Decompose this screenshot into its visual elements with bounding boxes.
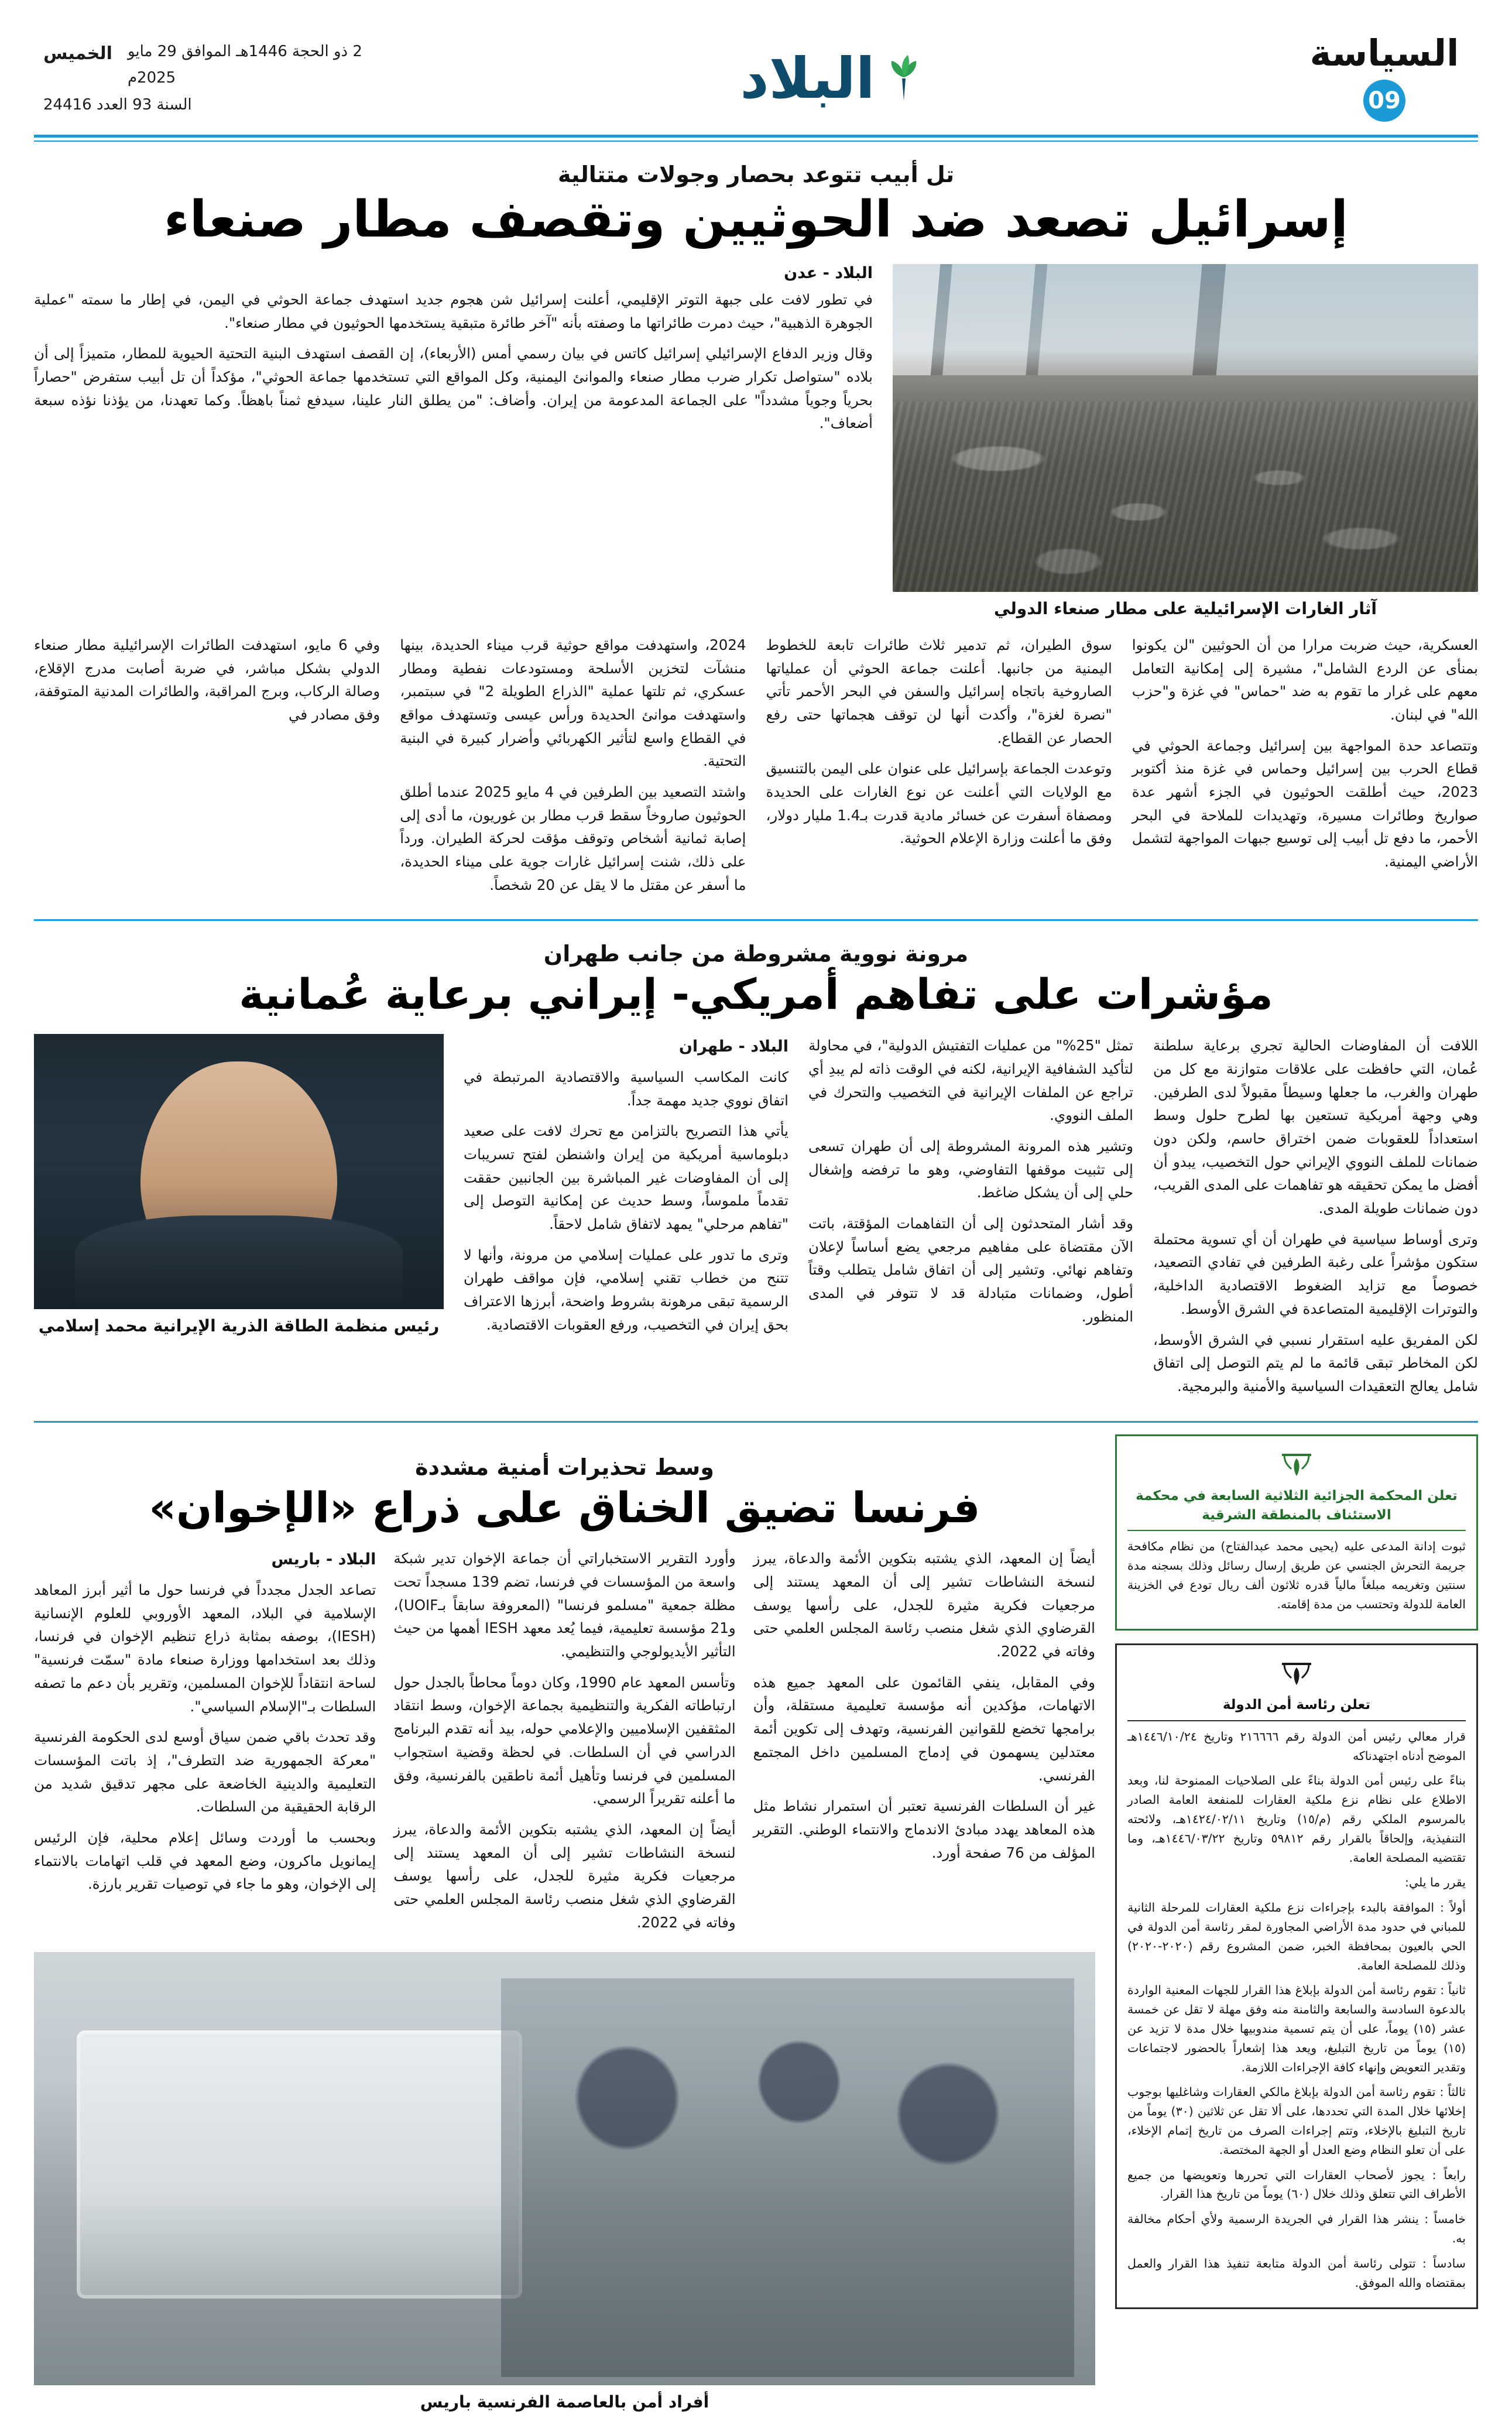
story2-paragraph: وقد أشار المتحدثون إلى أن التفاهمات المؤقتة، باتت الآن مقتضاة على مفاهيم مرجعي يضع أساساً لإعلان وتفاهم نهائي. وتشير إلى أن اتفاق شامل يتطلب وقتاً أطول، وضمانات متبادلة قد لا تتوفر في المدى المنظور. [808,1215,1133,1325]
story3-paragraph: غير أن السلطات الفرنسية تعتبر أن استمرار نشاط مثل هذه المعاهد يهدد مبادئ الاندماج والانتماء الوطني. التقرير المؤلف من 76 صفحة أورد. [753,1797,1095,1861]
court-notice-ad [1115,1434,1478,1631]
state-security-body: قرار معالي رئيس أمن الدولة رقم ٢١٦٦٦٦ وتاريخ ١٤٤٦/١٠/٢٤هـ الموضح أدناه اجتهدناكه [1127,1729,1466,1763]
story1-column [34,633,380,905]
state-security-body: ثانياً : تقوم رئاسة أمن الدولة بإبلاغ هذا القرار للجهات المعنية الواردة بالدعوة السادسة والسابعة والثامنة منه وفق مهلة لا تقل عن خمسة عشر (١٥) يوماً، على أن يتم تسمية مندوبيها خلال مدة لا تزيد عن (١٥) يوماً من تاريخ التبليغ، ويعد هذا إشعاراً بالحضور لاجتماعات وتقدير التعويض وإنهاء كافة الإجراءات اللازمة. [1127,1983,1466,2074]
story1-paragraph: واشتد التصعيد بين الطرفين في 4 مايو 2025 عندما أطلق الحوثيون صاروخاً سقط قرب مطار بن غوريون، ما أدى إلى إصابة ثمانية أشخاص وتوقف مؤقت لحركة الطيران. ورداً على ذلك، شنت إسرائيل غارات جوية على ميناء الحديدة، ما أسفر عن مقتل ما لا يقل عن 20 شخصاً. [400,783,746,893]
story2-paragraph: كانت المكاسب السياسية والاقتصادية المرتبطة في اتفاق نووي جديد مهمة جداً. [464,1068,788,1109]
story-france-brotherhood [34,1434,1095,2412]
story2-column [808,1034,1133,1335]
state-security-body: سادساً : تتولى رئاسة أمن الدولة متابعة تنفيذ هذا القرار والعمل بمقتضاه والله الموفق. [1127,2256,1466,2290]
court-notice-body: ثبوت إدانة المدعى عليه (يحيى محمد عبدالفتاح) من نظام مكافحة جريمة التحرش الجنسي عن طريق إرسال رسائل وذلك بسجنه مدة سنتين وتغريمه مبلغاً مالياً قدره ثلاثون ألف ريال تودع في الخزينة العامة للدولة وتحتسب من مدة إقامته. [1127,1539,1466,1611]
sanaa-airport-damage-photo [893,264,1478,592]
story1-lower-columns [34,633,1478,905]
section-identifier [1297,32,1472,122]
issue-date: 2 ذو الحجة 1446هـ الموافق 29 مايو 2025م [127,42,362,87]
masthead-rule-thin [34,141,1478,142]
story3-byline: البلاد - باريس [271,1550,376,1569]
story3-paragraph: أيضاً إن المعهد، الذي يشتبه بتكوين الأئمة والدعاة، يبرز لنسخة النشاطات تشير إلى أن المعهد يستند إلى مرجعيات فكرية مثيرة للجدل، على رأسها يوسف القرضاوي الذي شغل منصب رئاسة المجلس العلمي حتى وفاته في 2022. [753,1550,1095,1660]
story-separator-2 [34,1421,1478,1423]
story2-paragraph: وترى أوساط سياسية في طهران أن أي تسوية محتملة ستكون مؤشراً على رغبة الطرفين في تفادي التصعيد، خصوصاً مع تزايد الضغوط الاقتصادية الداخلية، والتوترات الإقليمية المتصاعدة في الشرق الأوسط. [1153,1230,1478,1317]
story1-headline: إسرائيل تصعد ضد الحوثيين وتقصف مطار صنعاء [163,190,1349,249]
story2-paragraph: تمثل "25%" من عمليات التفتيش الدولية"، في محاولة لتأكيد الشفافية الإيرانية، لكنه في الوقت ذاته لم يبدِ أي تراجع عن الملفات الإيرانية في التخصيب والتحرك في الملف النووي. [808,1037,1133,1124]
state-security-body: أولاً : الموافقة بالبدء بإجراءات نزع ملكية العقارات للمرحلة الثانية للمباني في حدود مدة الأراضي المجاورة لمقر رئاسة أمن الدولة في الحي بالعيون بمحافظة الخبر، ضمن المشروع رقم (٢٠٢٠-٢٠٢٠) وذلك للمصلحة العامة. [1127,1900,1466,1972]
story3-kicker: وسط تحذيرات أمنية مشددة [415,1454,714,1480]
story1-photo-block [893,264,1478,618]
story1-paragraph: في تطور لافت على جبهة التوتر الإقليمي، أعلنت إسرائيل شن هجوم جديد استهدف جماعة الحوثي في اليمن، في إطار ما سمته "عملية الجوهرة الذهبية"، حيث دمرت طائراتها ما وصفته بأنه "آخر طائرة متبقية يستخدمها الحوثيون في مطار صنعاء". [34,290,873,331]
saudi-emblem-icon [1276,1655,1317,1692]
story-israel-yemen [34,162,1478,904]
story2-kicker: مرونة نووية مشروطة من جانب طهران [543,941,969,967]
state-security-body: رابعاً : يجوز لأصحاب العقارات التي تحررها وتعويضها من جميع الأطراف التي تتعلق وذلك خلال (٦٠) يوماً من تاريخ هذا القرار. [1127,2167,1466,2201]
story2-paragraph: لكن المفريق عليه استقرار نسبي في الشرق الأوسط، لكن المخاطر تبقى قائمة ما لم يتم التوصل إلى اتفاق شامل يعالج التعقيدات السياسية والأمنية والبرمجية. [1153,1331,1478,1395]
story1-paragraph: وقال وزير الدفاع الإسرائيلي إسرائيل كاتس في بيان رسمي أمس (الأربعاء)، إن القصف استهدف البنية التحتية الحيوية للمطار، متميزاً إلى أن بلاده "ستواصل تكرار ضرب مطار صنعاء والموانئ اليمنية، وكل المواقع التي تستخدمها جماعة الحوثي"، مؤكداً أن تل أبيب ستفرض "حصاراً بحرياً وجوياً مشدداً" على الجماعة المدعومة من إيران. وأضاف: "من يطلق النار علينا، سيدفع ثمناً باهظاً. وكما تعهدنا، من يؤذنا نؤذه سبعة أضعاف". [34,345,873,432]
iran-atomic-energy-chief-portrait [34,1034,444,1309]
paris-police-officers-photo [34,1952,1095,2385]
court-notice-title: تعلن المحكمة الجزائية الثلاثية السابعة في محكمة الاستئناف بالمنطقة الشرقية [1127,1487,1466,1532]
state-security-title: تعلن رئاسة أمن الدولة [1127,1696,1466,1721]
story1-paragraph: وتتصاعد حدة المواجهة بين إسرائيل وجماعة الحوثي في قطاع الحرب بين إسرائيل وحماس في غزة منذ أكتوبر 2023، حيث أطلقت الحوثيون في الجزء أشهر عدة صواريخ وطائرات مسيرة، وتهديدات للملاحة في البحر الأحمر، ما دفع تل أبيب إلى توسيع جبهات المواجهة لتشمل الأراضي اليمنية. [1132,737,1478,871]
story-separator [34,919,1478,921]
story3-paragraph: وبحسب ما أوردت وسائل إعلام محلية، فإن الرئيس إيمانويل ماكرون، وضع المعهد في قلب اتهامات بالانتماء إلى الإخوان، وهو ما جاء في توصيات تقرير بارزة. [34,1828,376,1893]
story1-paragraph: سوق الطيران، ثم تدمير ثلاث طائرات تابعة للخطوط اليمنية من جانبها. أعلنت جماعة الحوثي أن عملياتها الصاروخية باتجاه إسرائيل والسفن في البحر الأحمر تأتي "نصرة لغزة"، وأكدت أنها لن توقف هجماتها حتى رفع الحصار عن القطاع. [766,636,1112,746]
issue-number: السنة 93 العدد 24416 [43,95,192,114]
bottom-section [34,1434,1478,2412]
story2-paragraph: وتشير هذه المرونة المشروطة إلى أن طهران تسعى إلى تثبيت موقفها التفاوضي، وهو ما ترفضه وإشغال حلي إلى أن يشكل ضاغط. [808,1138,1133,1201]
story2-paragraph: وترى ما تدور على عمليات إسلامي من مرونة، وأنها لا تتنح من خطاب تقني إسلامي، فإن مواقف طهران الرسمية تبقى مرهونة بشروط واضحة، أبرزها الاعتراف بحق إيران في التخصيب، ورفع العقوبات الاقتصادية. [464,1246,788,1333]
state-security-body: ثالثاً : تقوم رئاسة أمن الدولة بإبلاغ مالكي العقارات وشاغليها بوجوب إخلائها خلال المدة التي تحددها، على ألا تقل عن ثلاثين (٣٠) يوماً من تاريخ التبليغ بالإخلاء، وتتم إجراءات الصرف من تاريخ إتمام الإخلاء، على أن تعلو النظام وضع العدل أو الجهة المختصة. [1127,2085,1466,2157]
masthead [34,0,1478,132]
story3-caption: أفراد أمن بالعاصمة الفرنسية باريس [420,2392,709,2412]
story2-byline: البلاد - طهران [678,1037,788,1056]
story1-caption: آثار الغارات الإسرائيلية على مطار صنعاء الدولي [993,598,1377,618]
page-number-badge: 09 [1363,80,1405,122]
story1-paragraph: العسكرية، حيث ضربت مرارا من أن الحوثيين "لن يكونوا بمنأى عن الردع الشامل"، مشيرة إلى إمكانية التعامل معهم على غرار ما تقوم به ضد "حماس" في غزة و"حزب الله" في لبنان. [1132,636,1478,723]
story3-paragraph: وقد تحدث باقي ضمن سياق أوسع لدى الحكومة الفرنسية "معركة الجمهورية ضد التطرف"، إذ باتت المؤسسات التعليمية والدينية الخاضعة على مجهر تدقيق شديد من الرقابة الحقيقية من السلطات. [34,1728,376,1816]
story1-paragraph: 2024، واستهدفت مواقع حوثية قرب ميناء الحديدة، بينها منشآت لتخزين الأسلحة ومستودعات نفطية ومطار عسكري، ثم تلتها عملية "الذراع الطويلة 2" في سبتمبر، واستهدفت موانئ الحديدة ورأس عيسى وتستهدف مواقع في القطاع واسع لتأثير الكهربائي وأضرار كبيرة في البنية التحتية. [400,636,746,770]
masthead-rule [34,135,1478,138]
state-security-body: خامساً : ينشر هذا القرار في الجريدة الرسمية ولأي أحكام مخالفة به. [1127,2212,1466,2245]
palm-tree-icon [883,55,924,102]
story1-paragraph: وفي 6 مايو، استهدفت الطائرات الإسرائيلية مطار صنعاء الدولي بشكل مباشر، في ضربة أصابت مدرج الإقلاع، وصالة الركاب، وبرج المراقبة، والطائرات المدنية المتوقفة، وفق مصادر في [34,636,380,723]
story3-column [393,1547,735,1941]
story3-paragraph: وفي المقابل، ينفي القائمون على المعهد جميع هذه الاتهامات، مؤكدين أنه مؤسسة تعليمية مستقلة، وأن برامجها تخضع للقوانين الفرنسية، وتهدف إلى تكوين أئمة معتدلين يسهمون في إدماج المسلمين داخل المجتمع الفرنسي. [753,1673,1095,1784]
story1-kicker: تل أبيب تتوعد بحصار وجولات متتالية [557,162,955,187]
story2-photo-block [34,1034,444,1335]
legal-notices-column [1115,1434,1478,2323]
story3-paragraph: وأورد التقرير الاستخباراتي أن جماعة الإخوان تدير شبكة واسعة من المؤسسات في فرنسا، تضم 139 مسجداً تحت مظلة جمعية "مسلمو فرنسا" (المعروفة سابقاً بـUOIF)، و21 مؤسسة تعليمية، فيما يُعد معهد IESH أهمها من حيث التأثير الأيديولوجي والتنظيمي. [393,1550,736,1660]
story3-paragraph: تصاعد الجدل مجدداً في فرنسا حول ما أثير أبرز المعاهد الإسلامية في البلاد، المعهد الأوروبي للعلوم الإنسانية (IESH)، بوصفه بمثابة ذراع تنظيم الإخوان في فرنسا، وذلك بعد استخدامها ووزارة صنعاء مادة "سمّت فرنسية" لساحة انتقاداً للإخوان المسلمين، وتقرير بأن دعم ما تصفه السلطات بـ"الإسلام السياسي". [34,1581,376,1715]
state-security-body: بناءً على رئيس أمن الدولة بناءً على الصلاحيات الممنوحة لنا، وبعد الاطلاع على نظام نزع ملكية العقارات للمنفعة العامة الصادر بالمرسوم الملكي رقم (م/١٥) وتاريخ ١٤٢٤/٠٢/١١هـ، ولائحته التنفيذية، وإلحاقاً بالقرار رقم ٥٩٨١٢ وتاريخ ١٤٤٦/٠٣/٢٢هـ، وما تقتضيه المصلحة العامة. [1127,1773,1466,1865]
story1-column [400,633,746,905]
story2-paragraph: اللافت أن المفاوضات الحالية تجري برعاية سلطنة عُمان، التي حافظت على علاقات متوازنة مع كل من طهران والغرب، ما جعلها وسيطاً مقبولاً لدى الطرفين. وهي وجهة أمريكية تستعين بها لطرح حلول وسط استعداداً للعقوبات ضمن اختراق حاسم، ولكن دون ضمانات للملف النووي الإيراني حول التخصيب، يبدو أن أفضل ما يمكن تحقيقه هو تفاهمات على المدى القريب، دون ضمانات طويلة المدى. [1153,1037,1478,1217]
story1-paragraph: وتوعدت الجماعة بإسرائيل على عنوان على اليمن بالتنسيق مع الولايات التي أعلنت عن نوع الغارات على الحديدة ومصفاة أسفرت عن خسائر مادية قدرت بـ1.4 مليار دولار، وفق ما أعلنت وزارة الإعلام الحوثية. [766,760,1112,847]
saudi-emblem-icon [1276,1446,1317,1483]
story-iran-us-talks [34,941,1478,1405]
issue-weekday: الخميس [43,43,112,64]
state-security-body: يقرر ما يلي: [1404,1875,1466,1890]
story1-lead-text [34,264,873,443]
story3-paragraph: وتأسس المعهد عام 1990، وكان دوماً محاطاً بالجدل حول ارتباطاته الفكرية والتنظيمية بجماعة الإخوان، وسط انتقاد المثقفين الإسلاميين والإعلامي حوله، بيد أنه تقدم البرنامج الدراسي في أن السلطات. في لحظة وقضية استجواب المسلمين في فرنسا وتأهيل أئمة ناطقين بالفرنسية، وفق ما أعلنه تقريراً الرسمي. [393,1673,736,1807]
story2-caption: رئيس منظمة الطاقة الذرية الإيرانية محمد إسلامي [38,1316,440,1336]
story2-column [1153,1034,1478,1405]
story1-column [766,633,1112,905]
story2-column [464,1034,788,1344]
logo-text: البلاد [740,46,875,111]
story3-column [753,1547,1095,1941]
newspaper-logo [368,46,1297,111]
state-security-ad [1115,1643,1478,2309]
story3-column [34,1547,376,1941]
story2-paragraph: يأتي هذا التصريح بالتزامن مع تحرك لافت على صعيد دبلوماسية أمريكية من إيران واشنطن لفتح تسريبات إلى أن المفاوضات غير المباشرة بين الجانبين حققت تقدماً ملموساً، وسط حديث عن إمكانية التوصل إلى "تفاهم مرحلي" يمهد لاتفاق شامل لاحقاً. [464,1122,788,1233]
story1-column [1132,633,1478,905]
story1-byline: البلاد - عدن [784,263,873,282]
story3-paragraph: أيضاً إن المعهد، الذي يشتبه بتكوين الأئمة والدعاة، يبرز لنسخة النشاطات تشير إلى أن المعهد يستند إلى مرجعيات فكرية مثيرة للجدل، على رأسها يوسف القرضاوي الذي شغل منصب رئاسة المجلس العلمي حتى وفاته في 2022. [393,1820,736,1931]
story3-headline: فرنسا تضيق الخناق على ذراع «الإخوان» [149,1482,980,1532]
section-name: السياسة [1309,32,1459,74]
story2-headline: مؤشرات على تفاهم أمريكي- إيراني برعاية عُمانية [239,970,1273,1019]
issue-info [40,39,368,119]
